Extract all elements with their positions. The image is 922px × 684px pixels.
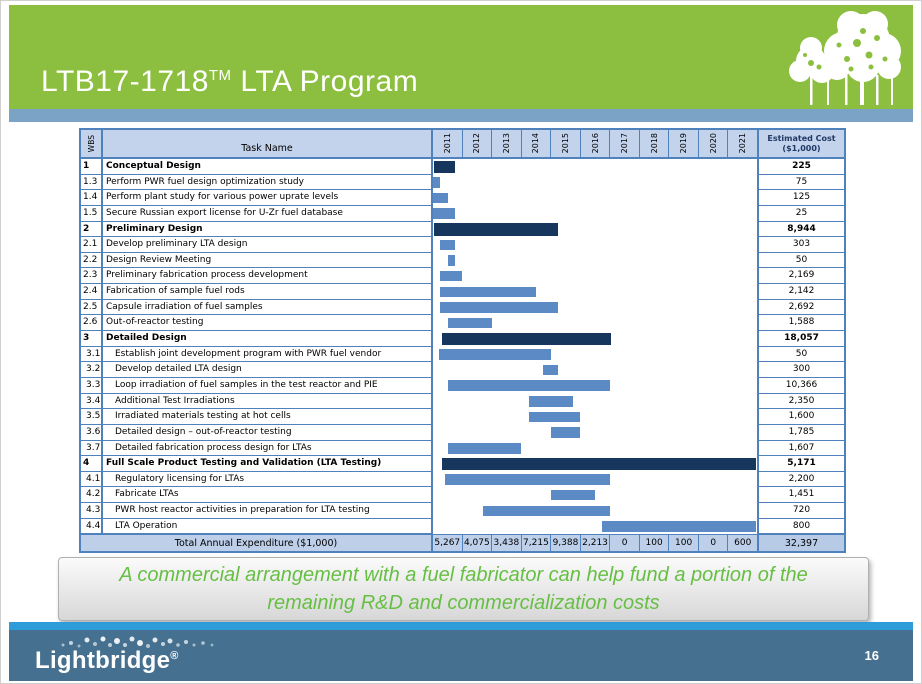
gantt-cell	[433, 519, 759, 535]
cost-header-line1: Estimated Cost	[767, 133, 836, 143]
gantt-bar	[440, 271, 462, 282]
wbs-cell: 1.3	[81, 175, 103, 191]
wbs-cell: 3.1	[81, 347, 103, 363]
cost-cell: 2,200	[759, 472, 844, 488]
cost-cell: 2,692	[759, 300, 844, 316]
gantt-bar	[551, 427, 580, 438]
task-row	[81, 222, 844, 238]
wbs-cell: 3	[81, 331, 103, 347]
lightbridge-logo	[35, 647, 179, 675]
wbs-cell: 1.5	[81, 206, 103, 222]
cost-cell: 1,451	[759, 487, 844, 503]
gantt-table	[79, 128, 846, 553]
wbs-cell: 2.6	[81, 315, 103, 331]
cost-header-cell	[759, 130, 844, 157]
task-name-cell: Fabricate LTAs	[103, 487, 433, 503]
cost-cell: 10,366	[759, 378, 844, 394]
task-name-cell: Establish joint development program with PWR fuel vendor	[103, 347, 433, 363]
wbs-cell: 3.7	[81, 441, 103, 457]
year-headers	[433, 130, 759, 157]
table-body	[81, 159, 844, 534]
gantt-bar	[602, 521, 755, 532]
wbs-cell: 3.4	[81, 394, 103, 410]
gantt-cell	[433, 237, 759, 253]
cost-cell: 5,171	[759, 456, 844, 472]
callout-line2: remaining R&D and commercialization costs	[267, 592, 660, 614]
total-label: Total Annual Expenditure ($1,000)	[81, 535, 433, 551]
brand-text: Lightbridge	[35, 647, 171, 674]
gantt-bar	[543, 365, 558, 376]
year-header-cell	[551, 130, 581, 157]
task-name-cell: Preliminary Design	[103, 222, 433, 238]
gantt-bar	[442, 458, 756, 471]
title-text: LTB17-1718	[41, 65, 209, 98]
trees-icon	[781, 5, 913, 109]
wbs-cell: 1.4	[81, 190, 103, 206]
cost-cell: 2,169	[759, 268, 844, 284]
task-name-cell: Develop detailed LTA design	[103, 362, 433, 378]
cost-cell: 2,142	[759, 284, 844, 300]
task-name-cell: PWR host reactor activities in preparation for LTA testing	[103, 503, 433, 519]
wbs-header-cell	[81, 130, 103, 157]
year-label: 2019	[679, 133, 689, 154]
task-row	[81, 456, 844, 472]
year-header-cell	[699, 130, 729, 157]
cost-cell: 1,600	[759, 409, 844, 425]
callout-box	[58, 557, 869, 621]
year-label: 2011	[442, 133, 452, 154]
year-label: 2015	[560, 133, 570, 154]
gantt-cell	[433, 394, 759, 410]
registered-mark: ®	[170, 650, 179, 662]
gantt-cell	[433, 441, 759, 457]
total-year-value: 600	[734, 538, 752, 549]
cost-cell: 125	[759, 190, 844, 206]
title-suffix: LTA Program	[231, 65, 419, 98]
wbs-cell: 3.5	[81, 409, 103, 425]
footer-bar	[9, 630, 913, 681]
gantt-bar	[448, 380, 610, 391]
header-accent-stripe	[9, 109, 913, 122]
wbs-cell: 4.3	[81, 503, 103, 519]
task-name-cell: Perform plant study for various power uprate levels	[103, 190, 433, 206]
year-label: 2021	[738, 133, 748, 154]
wbs-cell: 4	[81, 456, 103, 472]
page-number: 16	[864, 648, 879, 663]
task-row	[81, 268, 844, 284]
year-label: 2017	[620, 133, 630, 154]
year-label: 2012	[472, 133, 482, 154]
cost-cell: 1,785	[759, 425, 844, 441]
gantt-bar	[434, 161, 455, 174]
total-year-value: 5,267	[433, 535, 463, 551]
year-label: 2020	[708, 133, 718, 154]
cost-cell: 50	[759, 347, 844, 363]
gantt-cell	[433, 315, 759, 331]
gantt-cell	[433, 206, 759, 222]
gantt-bar	[551, 490, 595, 501]
task-name-cell: Design Review Meeting	[103, 253, 433, 269]
gantt-bar	[440, 287, 536, 298]
task-name-cell: Fabrication of sample fuel rods	[103, 284, 433, 300]
cost-cell: 25	[759, 206, 844, 222]
gantt-cell	[433, 253, 759, 269]
total-row	[81, 534, 844, 551]
task-name-cell: Detailed fabrication process design for LTAs	[103, 441, 433, 457]
trademark-superscript: TM	[208, 67, 232, 84]
task-name-cell: Regulatory licensing for LTAs	[103, 472, 433, 488]
gantt-bar	[440, 302, 558, 313]
gantt-bar	[433, 177, 440, 188]
task-row	[81, 315, 844, 331]
gantt-bar	[448, 318, 492, 329]
year-header-cell	[433, 130, 463, 157]
cost-cell: 300	[759, 362, 844, 378]
year-header-cell	[463, 130, 493, 157]
wbs-cell: 2	[81, 222, 103, 238]
year-header-cell	[610, 130, 640, 157]
total-year-value: 2,213	[581, 535, 611, 551]
total-year-value: 100	[669, 535, 699, 551]
gantt-cell	[433, 222, 759, 238]
gantt-bar	[529, 412, 581, 423]
wbs-cell: 1	[81, 159, 103, 175]
cost-cell: 720	[759, 503, 844, 519]
task-name-cell: Secure Russian export license for U-Zr fuel database	[103, 206, 433, 222]
page-title	[41, 65, 418, 99]
wbs-cell: 2.2	[81, 253, 103, 269]
total-year-value: 100	[640, 535, 670, 551]
gantt-cell	[433, 503, 759, 519]
year-header-cell	[492, 130, 522, 157]
grand-total-value: 32,397	[759, 535, 844, 551]
wbs-cell: 4.2	[81, 487, 103, 503]
task-row	[81, 378, 844, 394]
task-row	[81, 300, 844, 316]
year-label: 2014	[531, 133, 541, 154]
task-name-cell: Full Scale Product Testing and Validation (LTA Testing)	[103, 456, 433, 472]
task-row	[81, 487, 844, 503]
total-year-value: 9,388	[551, 535, 581, 551]
total-year-value: 7,215	[522, 535, 552, 551]
task-row	[81, 284, 844, 300]
year-header-cell	[669, 130, 699, 157]
task-name-cell: Perform PWR fuel design optimization study	[103, 175, 433, 191]
task-row	[81, 519, 844, 535]
gantt-bar	[442, 333, 611, 346]
table-header-row	[81, 130, 844, 159]
cost-cell: 2,350	[759, 394, 844, 410]
gantt-cell	[433, 378, 759, 394]
task-name-cell: Detailed Design	[103, 331, 433, 347]
gantt-cell	[433, 456, 759, 472]
task-name-cell: Out-of-reactor testing	[103, 315, 433, 331]
total-year-value: 3,438	[492, 535, 522, 551]
gantt-cell	[433, 268, 759, 284]
task-row	[81, 206, 844, 222]
task-row	[81, 237, 844, 253]
wbs-cell: 2.4	[81, 284, 103, 300]
gantt-cell	[433, 472, 759, 488]
gantt-bar	[433, 208, 455, 219]
gantt-bar	[448, 255, 455, 266]
year-header-cell	[522, 130, 552, 157]
gantt-bar	[433, 193, 448, 204]
cost-cell: 303	[759, 237, 844, 253]
footer-accent-stripe	[9, 622, 913, 630]
task-row	[81, 331, 844, 347]
gantt-cell	[433, 175, 759, 191]
cost-cell: 1,607	[759, 441, 844, 457]
gantt-cell	[433, 362, 759, 378]
task-row	[81, 190, 844, 206]
gantt-cell	[433, 409, 759, 425]
task-row	[81, 409, 844, 425]
gantt-cell	[433, 487, 759, 503]
task-row	[81, 175, 844, 191]
wbs-cell: 2.1	[81, 237, 103, 253]
cost-cell: 800	[759, 519, 844, 535]
total-year-values	[433, 535, 759, 551]
gantt-cell	[433, 300, 759, 316]
wbs-header-label: WBS	[86, 134, 96, 153]
task-row	[81, 394, 844, 410]
task-name-cell: Irradiated materials testing at hot cells	[103, 409, 433, 425]
total-year-value: 0	[610, 535, 640, 551]
task-row	[81, 362, 844, 378]
gantt-cell	[433, 331, 759, 347]
task-name-cell: Detailed design – out-of-reactor testing	[103, 425, 433, 441]
task-name-cell: Conceptual Design	[103, 159, 433, 175]
cost-cell: 8,944	[759, 222, 844, 238]
gantt-cell	[433, 347, 759, 363]
wbs-cell: 4.1	[81, 472, 103, 488]
task-name-cell: Develop preliminary LTA design	[103, 237, 433, 253]
gantt-cell	[433, 425, 759, 441]
task-name-cell: LTA Operation	[103, 519, 433, 535]
total-year-value: 4,075	[463, 535, 493, 551]
task-name-cell: Preliminary fabrication process development	[103, 268, 433, 284]
gantt-cell	[433, 159, 759, 175]
cost-cell: 50	[759, 253, 844, 269]
wbs-cell: 4.4	[81, 519, 103, 535]
cost-cell: 225	[759, 159, 844, 175]
wbs-cell: 3.3	[81, 378, 103, 394]
gantt-bar	[434, 223, 558, 236]
year-header-cell	[728, 130, 757, 157]
gantt-cell	[433, 284, 759, 300]
gantt-bar	[445, 474, 610, 485]
title-band	[9, 5, 913, 109]
task-row	[81, 347, 844, 363]
wbs-cell: 2.5	[81, 300, 103, 316]
wbs-cell: 2.3	[81, 268, 103, 284]
year-header-cell	[581, 130, 611, 157]
callout-line1: A commercial arrangement with a fuel fabricator can help fund a portion of the	[119, 564, 808, 586]
task-row	[81, 472, 844, 488]
gantt-bar	[440, 240, 455, 251]
year-label: 2018	[649, 133, 659, 154]
total-year-value: 0	[699, 535, 729, 551]
year-header-cell	[640, 130, 670, 157]
wbs-cell: 3.6	[81, 425, 103, 441]
task-row	[81, 253, 844, 269]
task-row	[81, 441, 844, 457]
cost-cell: 18,057	[759, 331, 844, 347]
task-row	[81, 503, 844, 519]
task-header-cell: Task Name	[103, 130, 433, 157]
task-name-cell: Capsule irradiation of fuel samples	[103, 300, 433, 316]
gantt-bar	[529, 396, 573, 407]
task-name-cell: Loop irradiation of fuel samples in the test reactor and PIE	[103, 378, 433, 394]
cost-header-line2: ($1,000)	[782, 143, 821, 153]
gantt-cell	[433, 190, 759, 206]
cost-cell: 75	[759, 175, 844, 191]
gantt-bar	[448, 443, 522, 454]
gantt-bar	[439, 349, 551, 360]
wbs-cell: 3.2	[81, 362, 103, 378]
task-row	[81, 425, 844, 441]
year-label: 2013	[501, 133, 511, 154]
task-name-cell: Additional Test Irradiations	[103, 394, 433, 410]
cost-cell: 1,588	[759, 315, 844, 331]
task-row	[81, 159, 844, 175]
gantt-bar	[483, 506, 610, 517]
year-label: 2016	[590, 133, 600, 154]
